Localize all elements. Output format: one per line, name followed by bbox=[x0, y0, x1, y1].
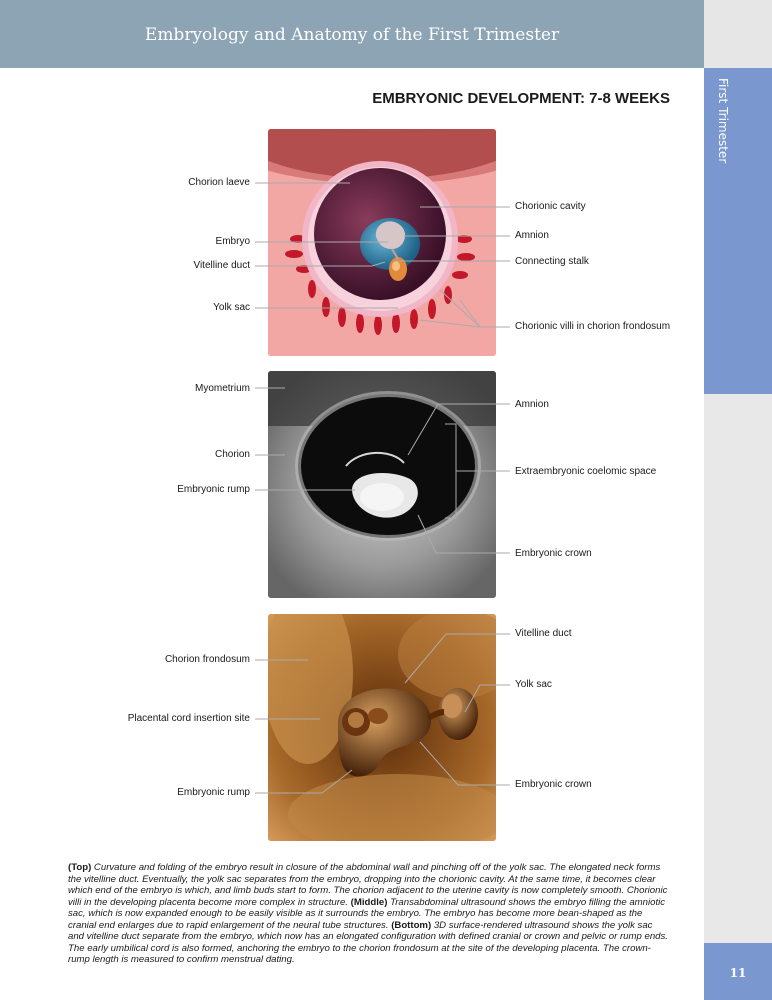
label-chorionic-villi: Chorionic villi in chorion frondosum bbox=[515, 321, 671, 332]
label-extraembryonic-coelomic-space: Extraembryonic coelomic space bbox=[515, 466, 657, 477]
label-chorion-laeve: Chorion laeve bbox=[188, 177, 250, 188]
caption-top-tag: (Top) bbox=[68, 862, 92, 873]
caption-top-text: Curvature and folding of the embryo result in closure of the abdominal wall and pinching off of the yolk sac. The elongated neck forms the vitelline duct. Eventually, the yolk sac separates from the embryo, dropping into the chorionic cavity. At the same time, it becomes clear which end of the embryo is which, and limb buds start to form. The chorion adjacent to the uterine cavity is now completely smooth. Chorionic villi in the developing placenta become more complex in structure. bbox=[68, 862, 668, 908]
section-title: EMBRYONIC DEVELOPMENT: 7-8 WEEKS bbox=[372, 90, 670, 107]
section-tab-label: First Trimester bbox=[716, 78, 730, 164]
label-yolk-sac: Yolk sac bbox=[213, 302, 250, 313]
caption-middle-text: Transabdominal ultrasound shows the embryo filling the amniotic sac, which is now expanded enough to be easily visible as it surrounds the embryo. The embryo has become more bean-shaped as the cranial end enlarges due to rapid enlargement of the neural tube structures. bbox=[68, 896, 666, 931]
label-myometrium: Myometrium bbox=[194, 383, 250, 394]
label-chorion: Chorion bbox=[214, 449, 250, 460]
label-chorionic-cavity: Chorionic cavity bbox=[515, 201, 586, 212]
label-amnion-us: Amnion bbox=[515, 399, 549, 410]
label-embryo: Embryo bbox=[215, 236, 250, 247]
caption-bottom-text: 3D surface-rendered ultrasound shows the yolk sac and vitelline duct separate from the embryo, which now has an elongated configuration with defined cranial or crown and pelvic or rump ends. The early umbilical cord is also formed, anchoring the embryo to the chorion frondosum at the site of the developing placenta. The crown-rump length is measured to confirm menstrual dating. bbox=[68, 919, 668, 965]
label-embryonic-crown: Embryonic crown bbox=[515, 548, 592, 559]
label-yolk-sac-3d: Yolk sac bbox=[515, 679, 552, 690]
label-embryonic-rump: Embryonic rump bbox=[177, 484, 250, 495]
label-placental-cord-insertion-site: Placental cord insertion site bbox=[127, 713, 250, 724]
label-vitelline-duct: Vitelline duct bbox=[193, 260, 250, 271]
label-vitelline-duct-3d: Vitelline duct bbox=[515, 628, 572, 639]
caption-middle-tag: (Middle) bbox=[350, 896, 388, 908]
caption-bottom-tag: (Bottom) bbox=[391, 919, 432, 931]
label-connecting-stalk: Connecting stalk bbox=[515, 256, 589, 267]
label-amnion: Amnion bbox=[515, 230, 549, 241]
figure-caption bbox=[68, 862, 668, 966]
label-chorion-frondosum: Chorion frondosum bbox=[164, 654, 250, 665]
label-embryonic-crown-3d: Embryonic crown bbox=[515, 779, 592, 790]
page-number: 11 bbox=[729, 966, 747, 980]
label-embryonic-rump-3d: Embryonic rump bbox=[177, 787, 250, 798]
chapter-title: Embryology and Anatomy of the First Trimester bbox=[144, 25, 560, 45]
